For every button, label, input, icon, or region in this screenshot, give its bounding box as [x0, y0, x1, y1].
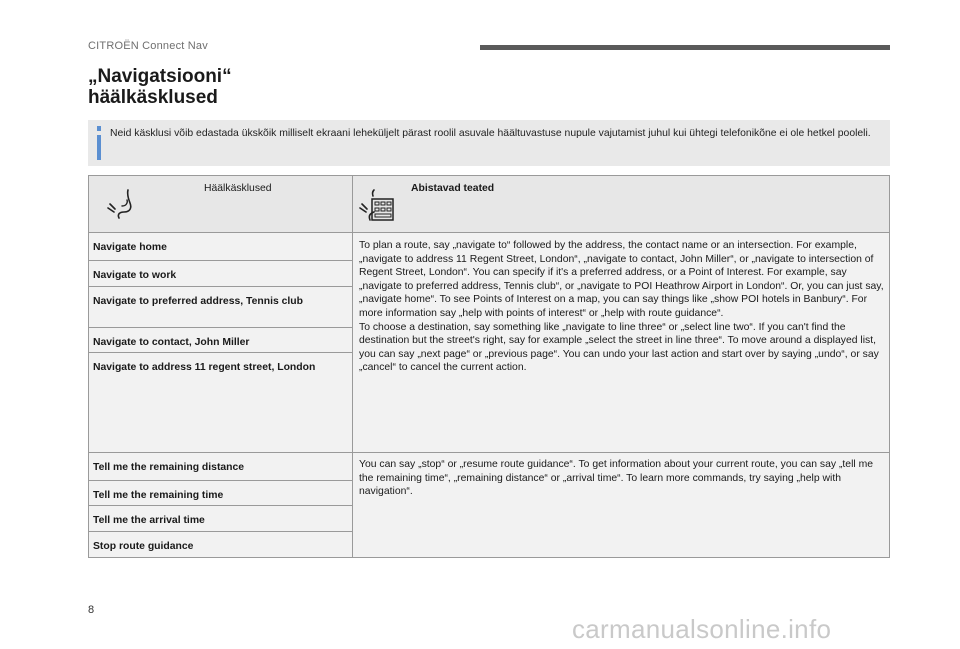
watermark: carmanualsonline.info	[572, 614, 832, 644]
voice-commands-table	[88, 175, 890, 558]
speech-reply-icon	[359, 188, 395, 222]
page-title-line1: „Navigatsiooni“	[88, 66, 232, 87]
command-cell: Tell me the remaining distance	[93, 462, 245, 473]
command-cell: Navigate to work	[93, 270, 177, 281]
command-cell: Stop route guidance	[93, 541, 194, 552]
table-header-row	[89, 176, 889, 233]
info-note-text: Neid käsklusi võib edastada ükskõik milliselt ekraani leheküljelt pärast roolil asuvale häältuvastuse nupule vajutamist juhul kui ühtegi telefonikõne ei ole hetkel pooleli.	[110, 128, 871, 139]
header-commands	[89, 176, 352, 232]
response-paragraph: You can say „stop“ or „resume route guidance“. To get information about your current route, you can say „tell me the remaining time“, „remaining distance“ or „arrival time“. To learn more commands, try saying „help with navigation“.	[359, 459, 874, 498]
response-cell	[359, 239, 885, 375]
command-cell: Navigate to contact, John Miller	[93, 337, 250, 348]
info-icon	[94, 126, 104, 160]
command-cell: Tell me the arrival time	[93, 515, 205, 526]
header-bar	[480, 45, 890, 50]
command-cell: Navigate to preferred address, Tennis club	[93, 296, 303, 307]
response-paragraph: To choose a destination, say something like „navigate to line three“ or „select line two“. If you can't find the destination but the street's right, say for example „select the street in line three“. To move around a displayed list, you can say „next page“ or „previous page“. You can undo your last action and start over by saying „undo“, or say „cancel“ to cancel the current action.	[359, 321, 879, 374]
header-commands-label: Häälkäsklused	[204, 183, 272, 194]
header-responses-label: Abistavad teated	[411, 183, 495, 194]
page-title	[88, 66, 232, 108]
command-cell: Navigate home	[93, 242, 167, 253]
info-note	[88, 120, 890, 166]
response-paragraph: To plan a route, say „navigate to“ followed by the address, the contact name or an intersection. For example, „navigate to address 11 Regent Street, London“, „navigate to contact, John Miller“, or „navigate to intersection of Regent Street, London“. You can specify if it's a preferred address, or a Point of Interest. For example, say „navigate to preferred address, Tennis club“, or „navigate to POI Heathrow Airport in London“. Or, you can just say, „navigate home“. To see Points of Interest on a map, you can say things like „show POI hotels in Banbury“. For more information say „help with points of interest“ or „help with route guidance“.	[359, 240, 884, 319]
column-divider	[352, 176, 353, 557]
page-number: 8	[88, 604, 95, 616]
response-cell	[359, 458, 885, 499]
command-cell: Navigate to address 11 regent street, London	[93, 362, 316, 373]
header-responses	[353, 176, 889, 232]
page-title-line2: häälkäsklused	[88, 87, 218, 108]
command-cell: Tell me the remaining time	[93, 490, 224, 501]
voice-command-icon	[106, 188, 136, 220]
header-brand: CITROËN Connect Nav	[88, 40, 208, 52]
